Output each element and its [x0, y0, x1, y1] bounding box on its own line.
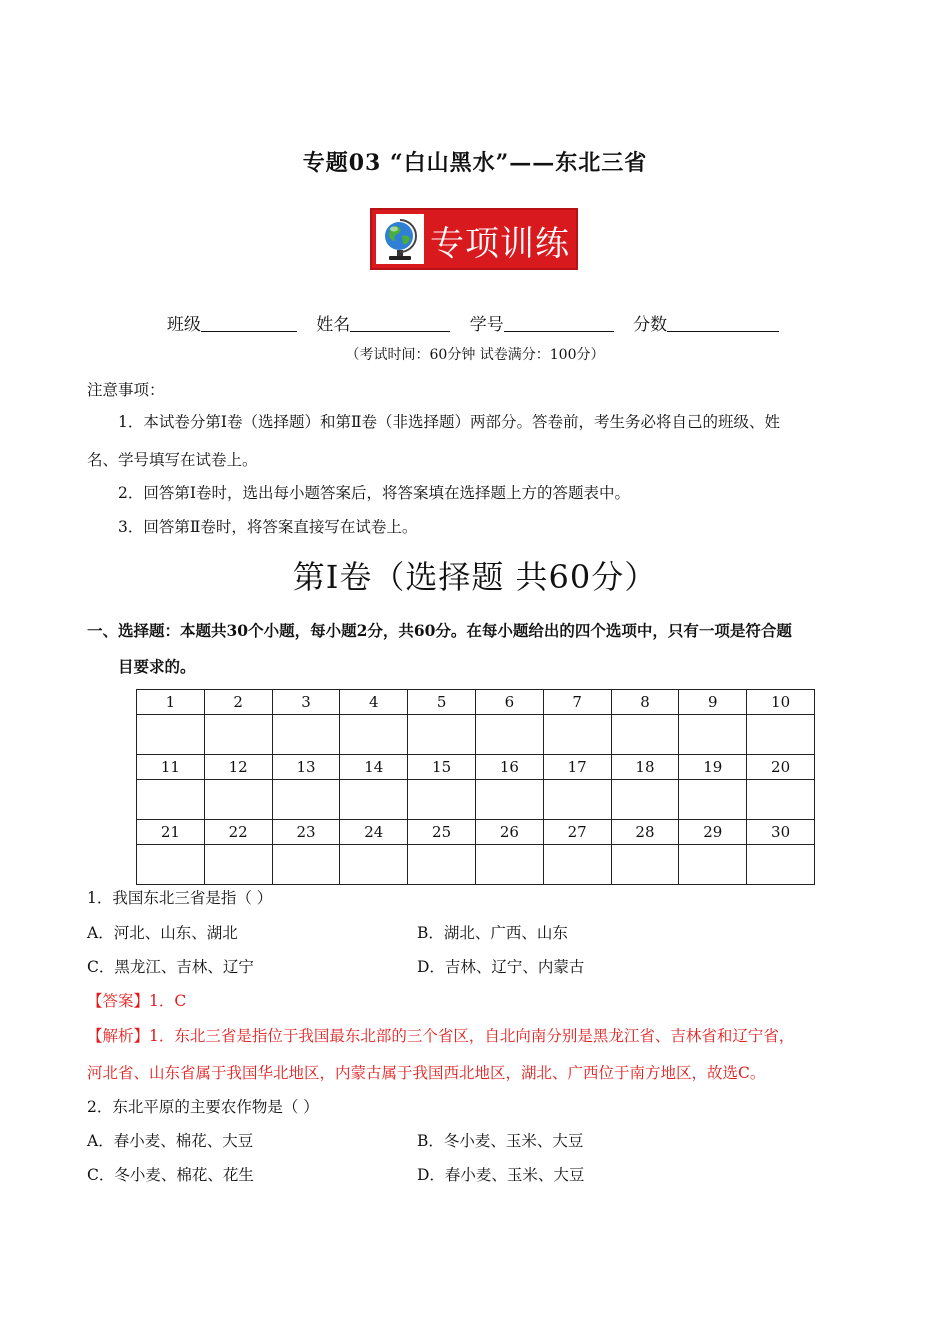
answer-cell[interactable] [679, 715, 747, 755]
answer-cell[interactable] [272, 780, 340, 820]
question-number: 5 [408, 690, 476, 715]
answer-cell[interactable] [611, 715, 679, 755]
answer-cell[interactable] [543, 845, 611, 885]
answer-cell[interactable] [408, 780, 476, 820]
answer-cell[interactable] [340, 780, 408, 820]
answer-grid [136, 689, 815, 885]
answer-cell[interactable] [679, 845, 747, 885]
question-number: 17 [543, 755, 611, 780]
notice-item-1: 1．本试卷分第Ⅰ卷（选择题）和第Ⅱ卷（非选择题）两部分。答卷前，考生务必将自己的班级、姓 [118, 413, 781, 431]
student-id-field[interactable] [504, 315, 614, 332]
q1-analysis-cont: 河北省、山东省属于我国华北地区，内蒙古属于我国西北地区，湖北、广西位于南方地区，故选C。 [87, 1064, 766, 1082]
answer-cell[interactable] [408, 845, 476, 885]
q2-option-b: B．冬小麦、玉米、大豆 [417, 1132, 584, 1150]
answer-cell[interactable] [204, 780, 272, 820]
section-title: 第Ⅰ卷（选择题 共60分） [292, 558, 658, 596]
q1-stem: 1．我国东北三省是指（ ） [87, 889, 273, 907]
exam-time-note: （考试时间：60分钟 试卷满分：100分） [345, 347, 605, 363]
class-field[interactable] [201, 315, 297, 332]
question-number: 11 [137, 755, 205, 780]
globe-icon [376, 214, 424, 264]
question-number: 24 [340, 820, 408, 845]
answer-cell[interactable] [747, 780, 815, 820]
answer-cell[interactable] [137, 845, 205, 885]
answer-cell[interactable] [475, 845, 543, 885]
answer-cell[interactable] [204, 715, 272, 755]
answer-cell[interactable] [137, 780, 205, 820]
answer-grid-numbers [137, 690, 815, 715]
answer-cell[interactable] [747, 715, 815, 755]
question-number: 6 [475, 690, 543, 715]
answer-cell[interactable] [543, 715, 611, 755]
section-instruction: 一、选择题：本题共30个小题，每小题2分，共60分。在每小题给出的四个选项中，只有一项是符合题 [87, 621, 792, 640]
q1-option-c: C．黑龙江、吉林、辽宁 [87, 958, 254, 976]
score-field[interactable] [667, 315, 779, 332]
answer-cell[interactable] [204, 845, 272, 885]
answer-grid-numbers [137, 820, 815, 845]
question-number: 19 [679, 755, 747, 780]
name-field[interactable] [350, 315, 450, 332]
question-number: 15 [408, 755, 476, 780]
question-number: 29 [679, 820, 747, 845]
class-label: 班级 [166, 315, 201, 335]
training-banner [370, 208, 578, 270]
question-number: 18 [611, 755, 679, 780]
answer-cell[interactable] [272, 845, 340, 885]
question-number: 2 [204, 690, 272, 715]
question-number: 14 [340, 755, 408, 780]
answer-grid-answers [137, 845, 815, 885]
question-number: 4 [340, 690, 408, 715]
question-number: 25 [408, 820, 476, 845]
question-number: 3 [272, 690, 340, 715]
answer-cell[interactable] [340, 715, 408, 755]
question-number: 8 [611, 690, 679, 715]
answer-grid-answers [137, 715, 815, 755]
answer-grid-answers [137, 780, 815, 820]
notice-heading: 注意事项： [87, 381, 165, 399]
score-label: 分数 [633, 315, 668, 335]
question-number: 28 [611, 820, 679, 845]
question-number: 23 [272, 820, 340, 845]
answer-cell[interactable] [611, 845, 679, 885]
q2-option-c: C．冬小麦、棉花、花生 [87, 1166, 254, 1184]
student-id-label: 学号 [469, 315, 504, 335]
answer-cell[interactable] [272, 715, 340, 755]
q1-answer: 【答案】1．C [87, 992, 187, 1010]
question-number: 27 [543, 820, 611, 845]
question-number: 20 [747, 755, 815, 780]
question-number: 7 [543, 690, 611, 715]
q1-option-b: B．湖北、广西、山东 [417, 924, 568, 942]
question-number: 13 [272, 755, 340, 780]
answer-grid-numbers [137, 755, 815, 780]
answer-cell[interactable] [543, 780, 611, 820]
section-instruction-cont: 目要求的。 [118, 657, 196, 676]
answer-cell[interactable] [137, 715, 205, 755]
question-number: 16 [475, 755, 543, 780]
name-label: 姓名 [316, 315, 351, 335]
notice-item-1-cont: 名、学号填写在试卷上。 [87, 451, 258, 469]
q1-option-a: A．河北、山东、湖北 [87, 924, 238, 942]
page-title: 专题03 “白山黑水”——东北三省 [302, 150, 648, 176]
question-number: 22 [204, 820, 272, 845]
question-number: 10 [747, 690, 815, 715]
notice-item-3: 3．回答第Ⅱ卷时，将答案直接写在试卷上。 [118, 518, 418, 536]
q2-option-a: A．春小麦、棉花、大豆 [87, 1132, 254, 1150]
question-number: 26 [475, 820, 543, 845]
answer-cell[interactable] [475, 715, 543, 755]
answer-cell[interactable] [340, 845, 408, 885]
q2-option-d: D．春小麦、玉米、大豆 [417, 1166, 585, 1184]
question-number: 21 [137, 820, 205, 845]
answer-cell[interactable] [408, 715, 476, 755]
question-number: 9 [679, 690, 747, 715]
question-number: 12 [204, 755, 272, 780]
banner-label: 专项训练 [430, 224, 570, 264]
question-number: 30 [747, 820, 815, 845]
q1-option-d: D．吉林、辽宁、内蒙古 [417, 958, 585, 976]
question-number: 1 [137, 690, 205, 715]
answer-cell[interactable] [747, 845, 815, 885]
answer-cell[interactable] [611, 780, 679, 820]
q1-analysis: 【解析】1．东北三省是指位于我国最东北部的三个省区，自北向南分别是黑龙江省、吉林省和辽宁省， [87, 1027, 795, 1045]
q2-stem: 2．东北平原的主要农作物是（ ） [87, 1098, 319, 1116]
answer-cell[interactable] [679, 780, 747, 820]
answer-cell[interactable] [475, 780, 543, 820]
student-info-fields [0, 310, 950, 335]
notice-item-2: 2．回答第Ⅰ卷时，选出每小题答案后，将答案填在选择题上方的答题表中。 [118, 484, 630, 502]
